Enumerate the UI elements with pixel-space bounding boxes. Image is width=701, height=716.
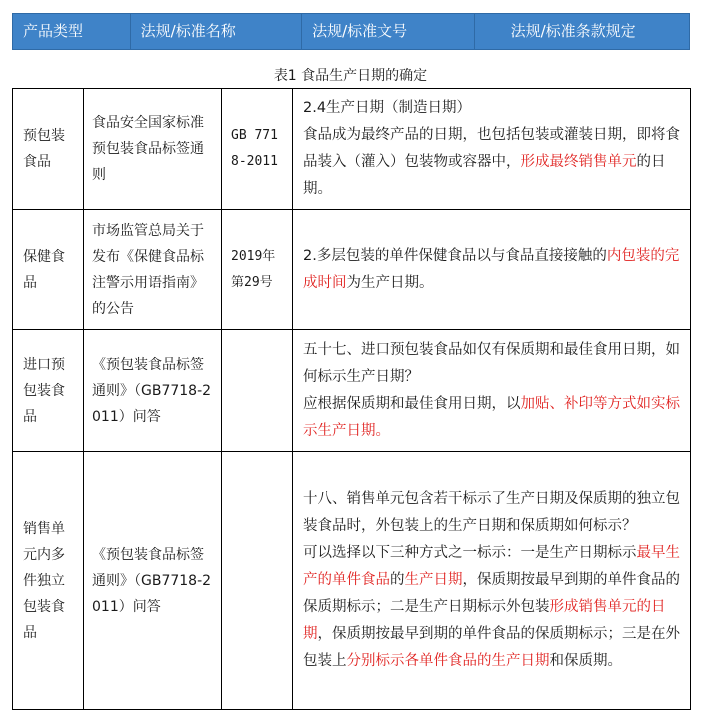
clause-highlight: 形成最终销售单元 xyxy=(520,154,637,170)
cell-product-type: 保健食品 xyxy=(13,210,84,330)
table-row xyxy=(13,89,691,210)
clause-text-part: 为生产日期。 xyxy=(346,274,434,291)
cell-product-type: 进口预包装食品 xyxy=(13,330,84,452)
cell-clause xyxy=(293,89,691,210)
clause-text xyxy=(303,243,681,297)
clause-highlight: 内包装的完成时间 xyxy=(303,247,680,291)
cell-regulation-name: 市场监管总局关于发布《保健食品标注警示用语指南》的公告 xyxy=(84,210,222,330)
clause-highlight: 分别标示各单件食品的生产日期 xyxy=(346,653,550,669)
cell-clause xyxy=(293,452,691,710)
header-regulation-number: 法规/标准文号 xyxy=(302,14,474,49)
regulation-table xyxy=(12,88,691,710)
clause-text-part: ，保质期按最早到期的单件食品的保质期标示；二是生产日期标示外包装 xyxy=(303,572,680,615)
header-regulation-clause: 法规/标准条款规定 xyxy=(510,22,636,40)
clause-text xyxy=(303,540,681,675)
table-header-bar xyxy=(12,13,690,50)
table-row xyxy=(13,210,691,330)
table-row xyxy=(13,330,691,452)
table-row xyxy=(13,452,691,710)
clause-highlight: 生产日期 xyxy=(404,572,463,588)
cell-product-type: 销售单元内多件独立包装食品 xyxy=(13,452,84,710)
clause-question: 十八、销售单元包含若干标示了生产日期及保质期的独立包装食品时，外包装上的生产日期和保质期如何标示？ xyxy=(303,491,680,534)
clause-text-part: 应根据保质期和最佳食用日期，以 xyxy=(303,395,521,412)
cell-regulation-name: 食品安全国家标准 预包装食品标签通则 xyxy=(84,89,222,210)
clause-highlight: 加贴、补印等方式如实标示生产日期。 xyxy=(303,395,680,439)
clause-text xyxy=(303,122,681,203)
clause-heading: 2.4生产日期（制造日期） xyxy=(303,100,472,116)
cell-regulation-number xyxy=(222,452,293,710)
clause-text-part: 食品成为最终产品的日期，也包括包装或灌装日期，即将食品装入（灌入）包装物或容器中， xyxy=(303,127,680,170)
clause-text-part: 和保质期。 xyxy=(549,653,622,669)
header-regulation-name: 法规/标准名称 xyxy=(131,14,302,49)
cell-regulation-number: GB 7718-2011 xyxy=(222,89,293,210)
clause-highlight: 形成销售单元的日期 xyxy=(303,599,666,642)
header-product-type: 产品类型 xyxy=(13,14,131,49)
cell-clause xyxy=(293,210,691,330)
clause-text xyxy=(303,391,681,445)
clause-text-part: 2.多层包装的单件保健食品以与食品直接接触的 xyxy=(303,247,607,264)
cell-regulation-name: 《预包装食品标签通则》（GB7718-2011）问答 xyxy=(84,330,222,452)
cell-product-type: 预包装食品 xyxy=(13,89,84,210)
cell-clause xyxy=(293,330,691,452)
clause-text-part: 的日期。 xyxy=(303,154,666,197)
cell-regulation-number xyxy=(222,330,293,452)
clause-highlight: 最早生产的单件食品 xyxy=(303,545,680,588)
cell-regulation-number: 2019年第29号 xyxy=(222,210,293,330)
cell-regulation-name: 《预包装食品标签通则》（GB7718-2011）问答 xyxy=(84,452,222,710)
clause-text-part: ，保质期按最早到期的单件食品的保质期标示；三是在外包装上 xyxy=(303,626,680,669)
table-caption: 表1 食品生产日期的确定 xyxy=(273,68,428,84)
clause-text-part: 的 xyxy=(390,572,405,588)
clause-question: 五十七、进口预包装食品如仅有保质期和最佳食用日期，如何标示生产日期？ xyxy=(303,341,680,385)
clause-text-part: 可以选择以下三种方式之一标示：一是生产日期标示 xyxy=(303,545,637,561)
